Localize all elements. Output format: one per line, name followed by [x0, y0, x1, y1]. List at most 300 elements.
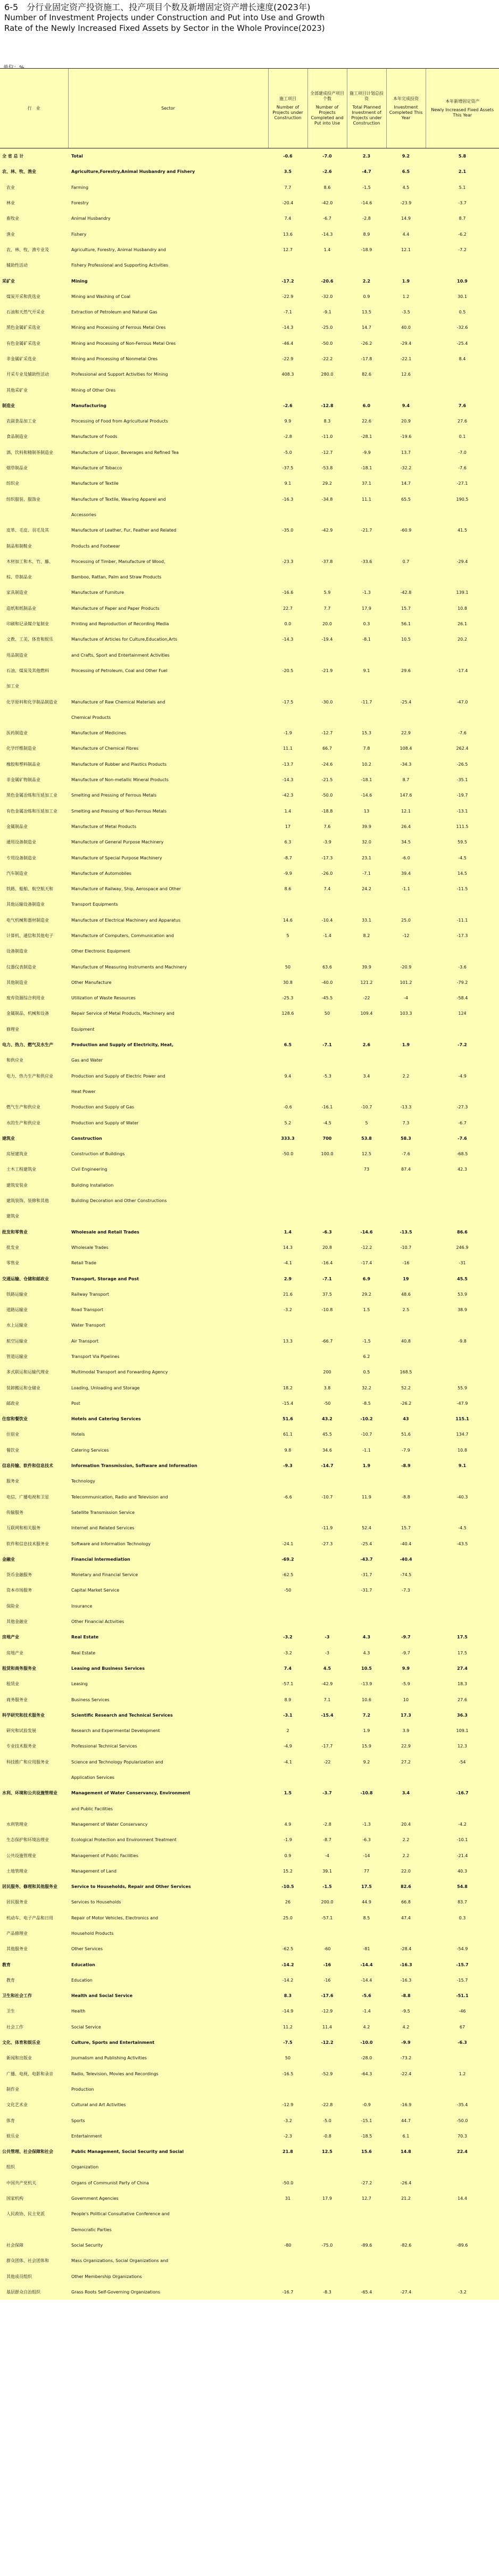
sector-name-en: Mining: [71, 278, 88, 284]
header-sector-en: Sector: [68, 69, 268, 148]
value-cell: -62.5: [282, 1572, 294, 1578]
value-cell: -65.4: [361, 2289, 372, 2295]
value-cell: -9.9: [401, 2040, 411, 2045]
value-cell: -20.4: [282, 201, 294, 206]
sector-name-en: Management of Water Conservancy, Environment: [71, 1791, 190, 1796]
value-cell: -7.3: [402, 1588, 410, 1593]
value-cell: -22.1: [400, 357, 412, 361]
value-cell: -46: [459, 2009, 466, 2014]
table-row: [0, 2268, 499, 2284]
sector-name-zh: 水利管理业: [6, 1821, 28, 1827]
value-cell: [268, 1053, 307, 1068]
table-row: [0, 928, 499, 943]
value-cell: 4.5: [402, 185, 410, 190]
table-row: [0, 367, 499, 382]
value-cell: -14.4: [360, 1962, 373, 1967]
value-cell: -15.7: [456, 1977, 468, 1983]
value-cell: -74.5: [400, 1572, 412, 1578]
table-row: [0, 2082, 499, 2097]
sector-name-zh: 组织: [6, 2165, 15, 2170]
table-row: [0, 242, 499, 258]
value-cell: 13: [363, 808, 370, 814]
value-cell: [426, 382, 499, 397]
sector-name-en: Manufacturing: [71, 403, 106, 408]
table-row: [0, 725, 499, 741]
sector-name-en: Education: [71, 1962, 95, 1967]
table-title-chinese: 6-5 分行业固定资产投资施工、投产项目个数及新增固定资产增长速度(2023年): [4, 2, 311, 12]
value-cell: 13.7: [401, 450, 411, 455]
sector-name-en: Construction of Buildings: [71, 1152, 125, 1157]
value-cell: -82.6: [400, 2242, 412, 2248]
value-cell: [386, 1349, 426, 1364]
sector-name-en: and Crafts, Sport and Entertainment Activities: [71, 652, 170, 658]
value-cell: -27.3: [321, 1541, 333, 1546]
value-cell: [268, 943, 307, 959]
value-cell: [268, 1193, 307, 1208]
value-cell: [268, 1614, 307, 1629]
value-cell: [307, 1598, 347, 1614]
value-cell: -2.3: [284, 2133, 292, 2139]
value-cell: 4.9: [284, 1821, 292, 1827]
sector-name-en: Processing of Food from Agricultural Products: [71, 419, 168, 424]
value-cell: [307, 2268, 347, 2284]
value-cell: -11.5: [456, 887, 468, 892]
value-cell: 9.2: [363, 1759, 370, 1765]
value-cell: -3.2: [283, 1635, 293, 1640]
sector-name-en: [68, 678, 268, 694]
value-cell: 14.9: [401, 216, 411, 221]
value-cell: -18.1: [361, 466, 372, 471]
table-row: [0, 1240, 499, 1255]
value-cell: [307, 1349, 347, 1364]
table-row: [0, 1941, 499, 1957]
table-row: [0, 1458, 499, 1473]
value-cell: [347, 1053, 386, 1068]
value-cell: -27.3: [456, 1105, 468, 1110]
table-body: [0, 148, 499, 2300]
value-cell: [386, 258, 426, 273]
sector-name-en: Other Electronic Equipment: [71, 949, 130, 954]
value-cell: [386, 1318, 426, 1333]
value-cell: -8.8: [401, 1993, 411, 1999]
value-cell: -64.3: [361, 2071, 372, 2076]
value-cell: 11.1: [362, 496, 371, 502]
table-row: [0, 1099, 499, 1115]
value-cell: [386, 1614, 426, 1629]
sector-name-zh: 开采专业及辅助性活动: [6, 372, 49, 377]
value-cell: -60: [323, 1947, 331, 1952]
value-cell: 7.3: [402, 1120, 410, 1125]
sector-name-en: Management of Public Facilities: [71, 1853, 138, 1858]
value-cell: [347, 382, 386, 397]
value-cell: -14.6: [361, 201, 372, 206]
value-cell: [268, 1598, 307, 1614]
value-cell: 15.3: [362, 731, 371, 736]
header-col4-zh: 本年完成投资: [393, 96, 419, 101]
value-cell: [426, 2082, 499, 2097]
value-cell: 9.4: [284, 1073, 292, 1079]
value-cell: 13.5: [362, 310, 371, 315]
sector-name-zh: 造纸和纸制品业: [6, 606, 36, 611]
sector-name-zh: 木材加工和木、竹、藤、: [6, 559, 53, 564]
table-row: [0, 289, 499, 304]
value-cell: 8.5: [363, 1915, 370, 1920]
table-row: [0, 351, 499, 367]
value-cell: 8.3: [284, 1993, 292, 1999]
table-row: [0, 1567, 499, 1583]
value-cell: 121.2: [360, 980, 373, 985]
value-cell: -2.8: [284, 434, 292, 440]
sector-name-zh: 设备制造业: [6, 949, 28, 954]
value-cell: [268, 1770, 307, 1785]
value-cell: 27.6: [458, 1697, 467, 1702]
sector-name-zh: 群众团体、社会团体和: [6, 2258, 49, 2264]
value-cell: -14.7: [321, 1463, 334, 1469]
sector-name-en: Production and Supply of Gas: [71, 1105, 135, 1110]
value-cell: -89.6: [456, 2242, 468, 2248]
value-cell: -75.0: [321, 2242, 333, 2248]
value-cell: 3.5: [284, 169, 292, 175]
value-cell: -9.9: [362, 450, 371, 455]
sector-name-zh: 医药制造业: [6, 731, 28, 736]
table-row: [0, 772, 499, 788]
sector-name-zh: 制品和制鞋业: [6, 543, 32, 549]
value-cell: -33.6: [361, 559, 372, 564]
header-col1-zh: 施工项目: [279, 96, 296, 101]
value-cell: [386, 2159, 426, 2175]
value-cell: [268, 1178, 307, 1193]
value-cell: 8.9: [363, 231, 370, 237]
value-cell: 22.6: [362, 419, 371, 424]
value-cell: -18.9: [361, 247, 372, 252]
value-cell: -31: [459, 1261, 466, 1266]
table-row: [0, 632, 499, 647]
table-title-english-line-2: Rate of the Newly Increased Fixed Assets by Sector in the Whole Province(2023): [4, 23, 325, 33]
value-cell: -6.3: [362, 1837, 371, 1843]
header-projects-completed: [307, 69, 347, 148]
sector-name-en: Manufacture of Rubber and Plastics Products: [71, 761, 167, 767]
value-cell: [268, 2222, 307, 2237]
table-row: [0, 1411, 499, 1427]
table-row: [0, 1957, 499, 1972]
table-row: [0, 460, 499, 476]
value-cell: -32.2: [400, 466, 412, 471]
table-row: [0, 1926, 499, 1941]
value-cell: 33.1: [362, 917, 371, 923]
value-cell: 12.7: [283, 247, 293, 252]
value-cell: 6.5: [284, 1042, 292, 1048]
table-row: [0, 2128, 499, 2144]
value-cell: [386, 1084, 426, 1099]
value-cell: -4.7: [362, 169, 371, 175]
value-cell: 8.6: [323, 185, 331, 190]
value-cell: 147.6: [400, 793, 412, 798]
value-cell: -7.6: [458, 1136, 467, 1141]
value-cell: 9.1: [284, 481, 292, 486]
value-cell: -0.8: [323, 2133, 331, 2139]
table-row: [0, 866, 499, 881]
value-cell: 0.3: [459, 1915, 466, 1920]
value-cell: 59.5: [458, 840, 467, 845]
value-cell: -12.8: [321, 403, 334, 408]
sector-name-en: Social Service: [71, 2024, 101, 2030]
value-cell: 25.0: [283, 1915, 293, 1920]
sector-name-en: Manufacture of Electrical Machinery and Apparatus: [71, 917, 181, 923]
table-row: [0, 990, 499, 1006]
value-cell: -40.4: [400, 1556, 412, 1562]
value-cell: [307, 2222, 347, 2237]
value-cell: 50: [285, 964, 291, 970]
value-cell: [347, 1208, 386, 1224]
sector-name-en: Manufacture of Tobacco: [71, 466, 122, 471]
header-newly-increased-fixed-assets: [426, 69, 499, 148]
value-cell: -2.6: [283, 403, 293, 408]
value-cell: [426, 2253, 499, 2268]
table-row: [0, 959, 499, 974]
sector-name-zh: 食品制造业: [6, 434, 28, 440]
value-cell: -4.5: [458, 855, 467, 860]
value-cell: -51.1: [456, 1993, 469, 1999]
value-cell: -16.7: [456, 1791, 469, 1796]
value-cell: [426, 1567, 499, 1583]
value-cell: 4.3: [363, 1650, 370, 1655]
sector-name-en: Monetary and Financial Service: [71, 1572, 138, 1578]
value-cell: [347, 507, 386, 523]
table-row: [0, 1863, 499, 1879]
value-cell: -23.3: [282, 559, 294, 564]
sector-name-zh: 皮革、毛皮、羽毛及其: [6, 528, 49, 533]
value-cell: -14.3: [321, 231, 333, 237]
value-cell: -13.5: [400, 1229, 412, 1235]
sector-name-zh: 采矿业: [2, 278, 15, 284]
value-cell: 21.6: [283, 1291, 293, 1297]
table-row: [0, 258, 499, 273]
value-cell: 4.2: [402, 2024, 410, 2030]
sector-name-en: Mining and Washing of Coal: [71, 294, 131, 299]
value-cell: [268, 1473, 307, 1489]
value-cell: [347, 538, 386, 553]
value-cell: [386, 2082, 426, 2097]
value-cell: 111.5: [456, 824, 469, 829]
value-cell: -10.7: [361, 1432, 372, 1437]
value-cell: -6.0: [402, 855, 410, 860]
value-cell: -37.5: [282, 466, 294, 471]
sector-name-en: Manufacture of Measuring Instruments and Machinery: [71, 964, 187, 970]
value-cell: -42.9: [321, 1682, 333, 1687]
value-cell: [268, 2159, 307, 2175]
value-cell: 19: [403, 1276, 409, 1281]
value-cell: 2.2: [402, 1073, 410, 1079]
sector-name-en: Service to Households, Repair and Other Services: [71, 1884, 191, 1890]
sector-name-zh: 其他运输设备制造业: [6, 902, 45, 907]
value-cell: -4.9: [458, 1073, 467, 1079]
sector-name-zh: 仪器仪表制造业: [6, 964, 36, 970]
value-cell: [426, 367, 499, 382]
value-cell: [268, 1162, 307, 1177]
value-cell: -5.0: [323, 2118, 331, 2123]
table-row: [0, 1333, 499, 1349]
value-cell: 14.7: [401, 481, 411, 486]
value-cell: -17.3: [456, 933, 468, 938]
value-cell: -8.7: [284, 855, 292, 860]
value-cell: 190.5: [456, 496, 469, 502]
value-cell: [307, 1926, 347, 1941]
value-cell: -12.7: [321, 731, 333, 736]
value-cell: 51.6: [401, 1432, 411, 1437]
value-cell: 87.4: [401, 1167, 411, 1172]
value-cell: 11.9: [362, 1494, 371, 1500]
value-cell: -6.3: [458, 2040, 467, 2045]
value-cell: 10: [403, 1697, 409, 1702]
value-cell: 9.8: [284, 1447, 292, 1453]
sector-name-zh: 国家机构: [6, 2196, 23, 2201]
header-col2-en: Number of Projects Completed and Put into Use: [311, 104, 344, 126]
value-cell: [426, 1770, 499, 1785]
value-cell: [268, 382, 307, 397]
value-cell: [268, 1349, 307, 1364]
value-cell: [307, 1505, 347, 1520]
value-cell: 63.6: [322, 964, 332, 970]
value-cell: -3.9: [323, 840, 331, 845]
value-cell: -15.7: [456, 1962, 469, 1967]
value-cell: -50.0: [321, 341, 333, 346]
sector-name-en: Fishery Professional and Supporting Activities: [71, 263, 169, 268]
value-cell: -66.7: [321, 1338, 333, 1344]
table-row: [0, 2066, 499, 2082]
value-cell: -1.9: [284, 731, 292, 736]
value-cell: -11.7: [361, 699, 372, 705]
table-row: [0, 1193, 499, 1208]
value-cell: -31.7: [361, 1588, 372, 1593]
value-cell: -21.7: [361, 528, 372, 533]
value-cell: [426, 1364, 499, 1380]
sector-name-en: Mining and Processing of Nonmetal Ores: [71, 357, 158, 361]
sector-name-zh: 房地产业: [2, 1635, 19, 1640]
sector-name-en: Professional and Support Activities for Mining: [71, 372, 168, 377]
value-cell: 3.8: [323, 1385, 331, 1390]
value-cell: 6.1: [402, 2133, 410, 2139]
value-cell: -8.7: [323, 1837, 331, 1843]
table-row: [0, 398, 499, 413]
value-cell: -7.1: [362, 871, 371, 876]
value-cell: 15.7: [401, 606, 411, 611]
value-cell: -5.9: [402, 1682, 410, 1687]
value-cell: [426, 258, 499, 273]
value-cell: -8.8: [402, 1494, 410, 1500]
value-cell: [347, 2206, 386, 2222]
sector-name-en: Grass Roots Self-Governing Organizations: [71, 2289, 161, 2295]
value-cell: [307, 1614, 347, 1629]
value-cell: 3.4: [402, 1791, 410, 1796]
sector-name-zh: 传输服务: [6, 1510, 23, 1515]
value-cell: 11.2: [283, 2024, 293, 2030]
value-cell: 38.9: [458, 1307, 467, 1313]
value-cell: 40.3: [458, 1868, 467, 1874]
table-row: [0, 850, 499, 865]
sector-name-en: Manufacture of Medicines: [71, 731, 127, 736]
value-cell: -7.9: [402, 1447, 410, 1453]
table-row: [0, 336, 499, 351]
value-cell: [268, 258, 307, 273]
sector-name-en: Mining and Processing of Ferrous Metal Ores: [71, 325, 166, 330]
value-cell: 27.2: [401, 1759, 411, 1765]
table-row: [0, 1583, 499, 1598]
value-cell: -4.1: [284, 1261, 292, 1266]
value-cell: 13.6: [283, 231, 293, 237]
value-cell: [426, 678, 499, 694]
table-row: [0, 1894, 499, 1910]
value-cell: 45.5: [457, 1276, 468, 1281]
table-row: [0, 320, 499, 335]
table-row: [0, 507, 499, 523]
value-cell: [307, 1567, 347, 1583]
value-cell: -17.6: [321, 1993, 334, 1999]
value-cell: -26.5: [456, 761, 468, 767]
value-cell: 6.5: [402, 169, 410, 175]
value-cell: -42.3: [282, 793, 294, 798]
value-cell: [386, 382, 426, 397]
value-cell: 9.9: [284, 419, 292, 424]
table-row: [0, 2253, 499, 2268]
value-cell: -10.8: [321, 1307, 333, 1313]
sector-name-zh: [0, 1084, 68, 1099]
value-cell: 41.5: [458, 528, 467, 533]
sector-name-zh: 建筑装饰、装修和其他: [6, 1198, 49, 1204]
sector-name-en: Manufacture of General Purpose Machinery: [71, 840, 164, 845]
sector-name-en: Entertainment: [71, 2133, 102, 2139]
sector-name-zh: 加工业: [6, 684, 19, 689]
value-cell: -8.1: [362, 637, 371, 642]
value-cell: 67: [459, 2024, 465, 2030]
value-cell: [268, 507, 307, 523]
sector-name-zh: 棕、草制品业: [6, 575, 32, 580]
value-cell: -16.9: [400, 2102, 412, 2108]
value-cell: [386, 2253, 426, 2268]
value-cell: [307, 507, 347, 523]
value-cell: -7.2: [458, 247, 467, 252]
sector-name-zh: 装卸搬运和仓储业: [6, 1385, 40, 1390]
value-cell: 0.9: [363, 294, 370, 299]
value-cell: [426, 1178, 499, 1193]
sector-name-zh: 零售业: [6, 1261, 19, 1266]
sector-name-zh: 有色金属冶炼和压延加工业: [6, 808, 57, 814]
value-cell: -81: [363, 1947, 370, 1952]
sector-name-zh: 住宿业: [6, 1432, 19, 1437]
value-cell: [307, 1178, 347, 1193]
table-row: [0, 663, 499, 678]
table-row: [0, 1785, 499, 1801]
value-cell: -6.7: [323, 216, 331, 221]
table-row: [0, 975, 499, 990]
value-cell: 8.4: [459, 357, 466, 361]
sector-name-zh: 制造业: [2, 403, 15, 408]
value-cell: -11.1: [456, 917, 468, 923]
value-cell: -25.0: [321, 325, 333, 330]
value-cell: -3.7: [322, 1791, 332, 1796]
sector-name-en: Radio, Television, Movies and Recordings: [71, 2071, 159, 2076]
sector-name-en: Production: [71, 2086, 94, 2092]
sector-name-en: Printing and Reproduction of Recording Media: [71, 622, 169, 627]
value-cell: -12: [402, 933, 410, 938]
table-row: [0, 413, 499, 429]
sector-name-en: Real Estate: [71, 1650, 96, 1655]
sector-name-en: Hotels and Catering Services: [71, 1417, 141, 1422]
sector-name-en: Road Transport: [71, 1307, 104, 1313]
value-cell: -4.2: [458, 1821, 467, 1827]
sector-name-en: Catering Services: [71, 1447, 109, 1453]
table-row: [0, 429, 499, 444]
value-cell: -14.6: [361, 793, 372, 798]
